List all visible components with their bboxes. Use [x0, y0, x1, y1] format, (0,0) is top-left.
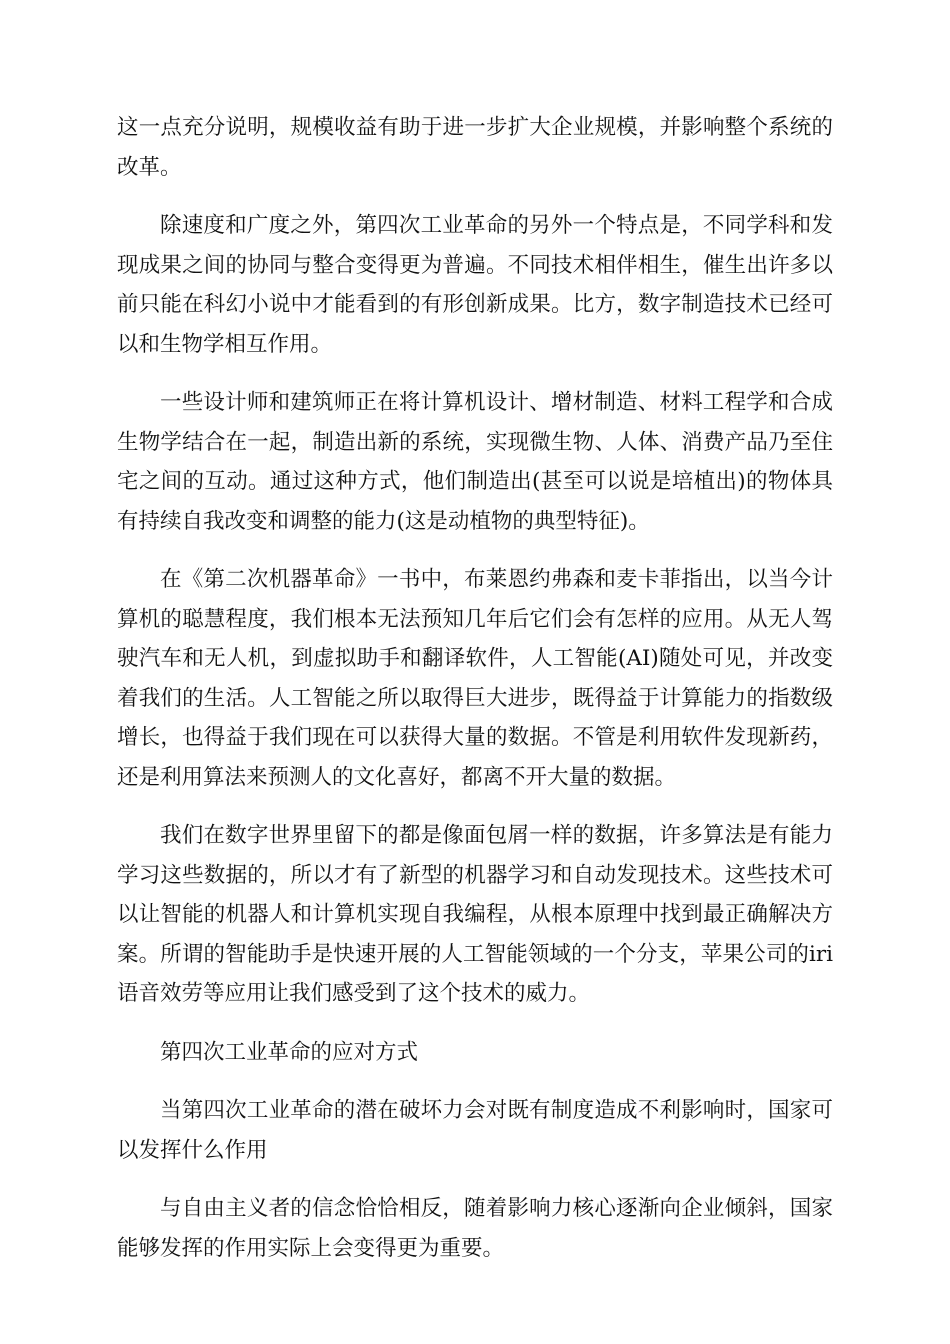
paragraph-3: 一些设计师和建筑师正在将计算机设计、增材制造、材料工程学和合成生物学结合在一起，制造出新的系统，实现微生物、人体、消费产品乃至住宅之间的互动。通过这种方式，他们制造出(甚至可以说是培植出)的物体具有持续自我改变和调整的能力(这是动植物的典型特征)。: [117, 390, 833, 534]
paragraph-5: 我们在数字世界里留下的都是像面包屑一样的数据，许多算法是有能力学习这些数据的，所以才有了新型的机器学习和自动发现技术。这些技术可以让智能的机器人和计算机实现自我编程，从根本原理中找到最正确解决方案。所谓的智能助手是快速开展的人工智能领域的一个分支，苹果公司的iri语音效劳等应用让我们感受到了这个技术的威力。: [117, 823, 833, 1006]
document-body: [117, 108, 833, 1287]
paragraph-2: 除速度和广度之外，第四次工业革命的另外一个特点是，不同学科和发现成果之间的协同与整合变得更为普遍。不同技术相伴相生，催生出许多以前只能在科幻小说中才能看到的有形创新成果。比方，数字制造技术已经可以和生物学相互作用。: [117, 213, 833, 357]
paragraph-4: 在《第二次机器革命》一书中，布莱恩约弗森和麦卡菲指出，以当今计算机的聪慧程度，我们根本无法预知几年后它们会有怎样的应用。从无人驾驶汽车和无人机，到虚拟助手和翻译软件，人工智能(AI)随处可见，并改变着我们的生活。人工智能之所以取得巨大进步，既得益于计算能力的指数级增长，也得益于我们现在可以获得大量的数据。不管是利用软件发现新药，还是利用算法来预测人的文化喜好，都离不开大量的数据。: [117, 567, 833, 790]
paragraph-6: 当第四次工业革命的潜在破坏力会对既有制度造成不利影响时，国家可以发挥什么作用: [117, 1098, 833, 1163]
paragraph-7: 与自由主义者的信念恰恰相反，随着影响力核心逐渐向企业倾斜，国家能够发挥的作用实际上会变得更为重要。: [117, 1196, 833, 1261]
paragraph-1: 这一点充分说明，规模收益有助于进一步扩大企业规模，并影响整个系统的改革。: [117, 115, 833, 180]
section-heading: 第四次工业革命的应对方式: [160, 1039, 419, 1065]
